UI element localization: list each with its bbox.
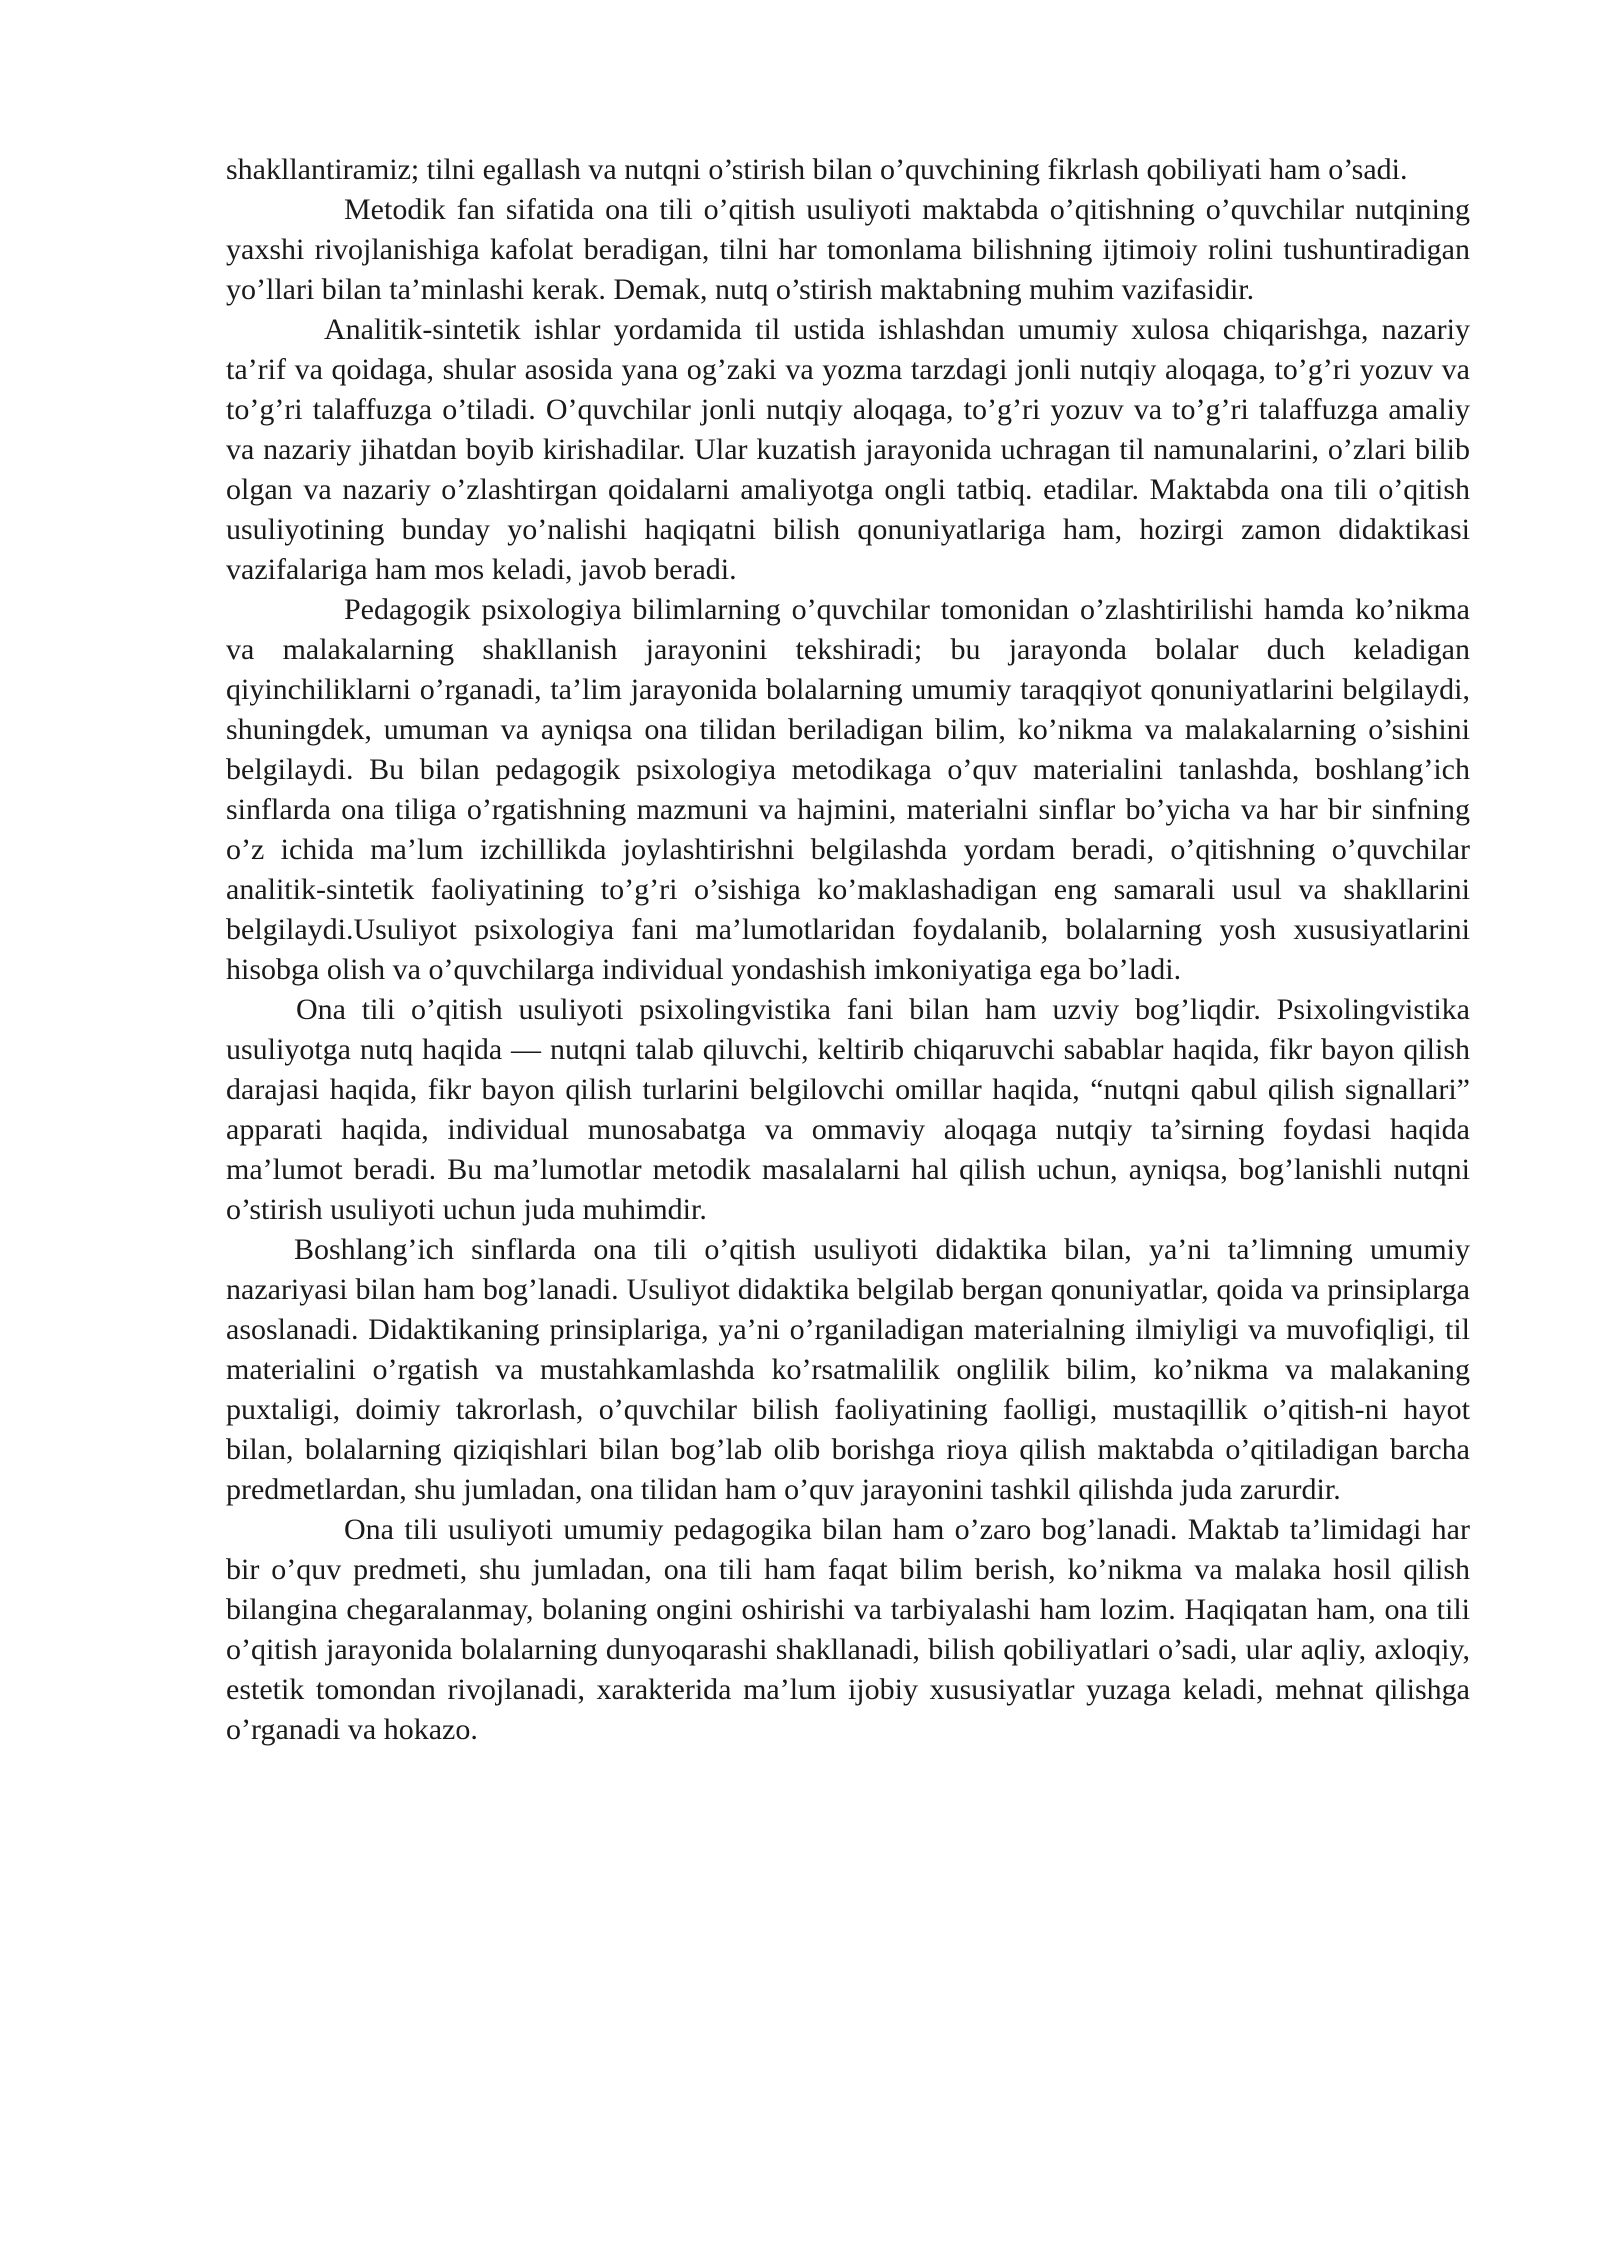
paragraph-1: shakllantiramiz; tilni egallash va nutqni o’stirish bilan o’quvchining fikrlash qobiliyati ham o’sadi.: [226, 153, 1408, 186]
paragraph-3: Analitik-sintetik ishlar yordamida til ustida ishlashdan umumiy xulosa chiqarishga, nazariy ta’rif va qoidaga, shular asosida yana og’zaki va yozma tarzdagi jonli nutqiy aloqaga, to’g’ri yozuv va to’g’ri talaffuzga o’tiladi. O’quvchilar jonli nutqiy aloqaga, to’g’ri yozuv va to’g’ri talaffuzga amaliy va nazariy jihatdan boyib kirishadilar. Ular kuzatish jarayonida uchragan til namunalarini, o’zlari bilib olgan va nazariy o’zlashtirgan qoidalarni amaliyotga ongli tatbiq. etadilar. Maktabda ona tili o’qitish usuliyotining bunday yo’nalishi haqiqatni bilish qonuniyatlariga ham, hozirgi zamon didaktikasi vazifalariga ham mos keladi, javob beradi.: [226, 313, 1470, 586]
paragraph-5: Ona tili o’qitish usuliyoti psixolingvistika fani bilan ham uzviy bog’liqdir. Psixolingvistika usuliyotga nutq haqida — nutqni talab qiluvchi, keltirib chiqaruvchi sabablar haqida, fikr bayon qilish darajasi haqida, fikr bayon qilish turlarini belgilovchi omillar haqida, “nutqni qabul qilish signallari” apparati haqida, individual munosabatga va ommaviy aloqaga nutqiy ta’sirning foydasi haqida ma’lumot beradi. Bu ma’lumotlar metodik masalalarni hal qilish uchun, ayniqsa, bog’lanishli nutqni o’stirish usuliyoti uchun juda muhimdir.: [226, 993, 1470, 1226]
paragraph-6: Boshlang’ich sinflarda ona tili o’qitish usuliyoti didaktika bilan, ya’ni ta’limning umumiy nazariyasi bilan ham bog’lanadi. Usuliyot didaktika belgilab bergan qonuniyatlar, qoida va prinsiplarga asoslanadi. Didaktikaning prinsiplariga, ya’ni o’rganiladigan materialning ilmiyligi va muvofiqligi, til materialini o’rgatish va mustahkamlashda ko’rsatmalilik onglilik bilim, ko’nikma va malakaning puxtaligi, doimiy takrorlash, o’quvchilar bilish faoliyatining faolligi, mustaqillik o’qitish-ni hayot bilan, bolalarning qiziqishlari bilan bog’lab olib borishga rioya qilish maktabda o’qitiladigan barcha predmetlardan, shu jumladan, ona tilidan ham o’quv jarayonini tashkil qilishda juda zarurdir.: [226, 1233, 1470, 1506]
paragraph-7: Ona tili usuliyoti umumiy pedagogika bilan ham o’zaro bog’lanadi. Maktab ta’limidagi har bir o’quv predmeti, shu jumladan, ona tili ham faqat bilim berish, ko’nikma va malaka hosil qilish bilangina chegaralanmay, bolaning ongini oshirishi va tarbiyalashi ham lozim. Haqiqatan ham, ona tili o’qitish jarayonida bolalarning dunyoqarashi shakllanadi, bilish qobiliyatlari o’sadi, ular aqliy, axloqiy, estetik tomondan rivojlanadi, xarakterida ma’lum ijobiy xususiyatlar yuzaga keladi, mehnat qilishga o’rganadi va hokazo.: [226, 1513, 1470, 1746]
paragraph-2: Metodik fan sifatida ona tili o’qitish usuliyoti maktabda o’qitishning o’quvchilar nutqining yaxshi rivojlanishiga kafolat beradigan, tilni har tomonlama bilishning ijtimoiy rolini tushuntiradigan yo’llari bilan ta’minlashi kerak. Demak, nutq o’stirish maktabning muhim vazifasidir.: [226, 193, 1470, 306]
paragraph-4: Pedagogik psixologiya bilimlarning o’quvchilar tomonidan o’zlashtirilishi hamda ko’nikma va malakalarning shakllanish jarayonini tekshiradi; bu jarayonda bolalar duch keladigan qiyinchiliklarni o’rganadi, ta’lim jarayonida bolalarning umumiy taraqqiyot qonuniyatlarini belgilaydi, shuningdek, umuman va ayniqsa ona tilidan beriladigan bilim, ko’nikma va malakalarning o’sishini belgilaydi. Bu bilan pedagogik psixologiya metodikaga o’quv materialini tanlashda, boshlang’ich sinflarda ona tiliga o’rgatishning mazmuni va hajmini, materialni sinflar bo’yicha va har bir sinfning o’z ichida ma’lum izchillikda joylashtirishni belgilashda yordam beradi, o’qitishning o’quvchilar analitik-sintetik faoliyatining to’g’ri o’sishiga ko’maklashadigan eng samarali usul va shakllarini belgilaydi.Usuliyot psixologiya fani ma’lumotlaridan foydalanib, bolalarning yosh xususiyatlarini hisobga olish va o’quvchilarga individual yondashish imkoniyatiga ega bo’ladi.: [226, 593, 1470, 986]
document-page: [226, 150, 1470, 1750]
